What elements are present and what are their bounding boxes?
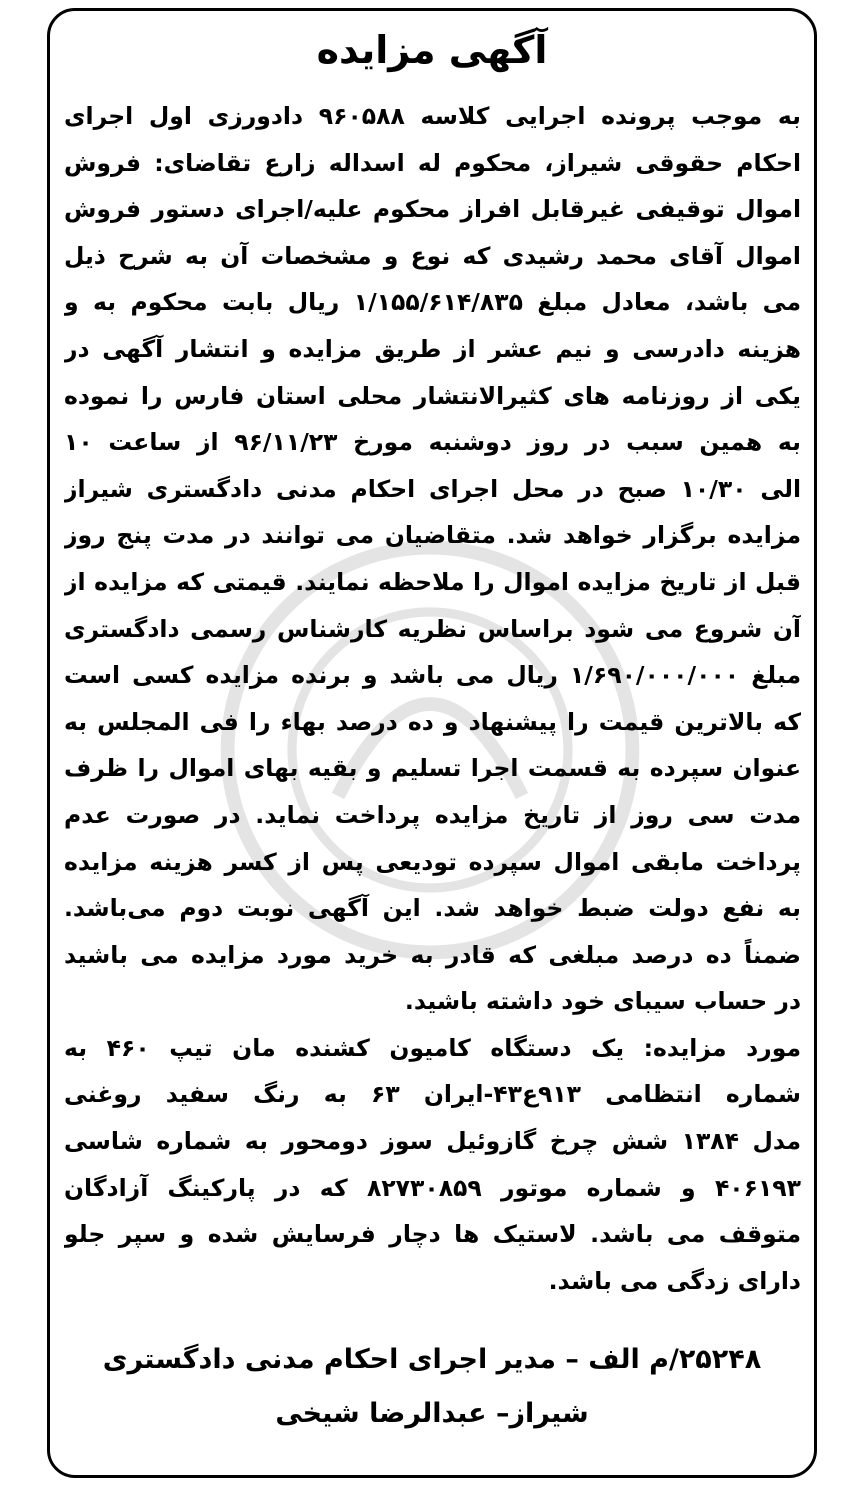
notice-line: می باشد، معادل مبلغ ۱/۱۵۵/۶۱۴/۸۳۵ ریال بابت محکوم به و bbox=[64, 288, 801, 317]
notice-line: ضمناً ده درصد مبلغی که قادر به خرید مورد مزایده می باشید bbox=[64, 940, 801, 969]
notice-line: مدل ۱۳۸۴ شش چرخ گازوئیل سوز دومحور به شماره شاسی bbox=[64, 1127, 801, 1156]
notice-line: پرداخت مابقی اموال سپرده تودیعی پس از کسر هزینه مزایده bbox=[64, 847, 801, 876]
notice-body bbox=[64, 93, 801, 1304]
notice-signature-line-2: شیراز– عبدالرضا شیخی bbox=[275, 1398, 589, 1429]
notice-line: ۴۰۶۱۹۳ و شماره موتور ۸۲۷۳۰۸۵۹ که در پارکینگ آزادگان bbox=[64, 1173, 801, 1202]
notice-line: مزایده برگزار خواهد شد. متقاضیان می توانند در مدت پنج روز bbox=[64, 521, 801, 550]
notice-line: هزینه دادرسی و نیم عشر از طریق مزایده و انتشار آگهی در bbox=[64, 334, 801, 363]
notice-line: اموال توقیفی غیرقابل افراز محکوم علیه/اجرای دستور فروش bbox=[64, 195, 801, 224]
notice-line: متوقف می باشد. لاستیک ها دچار فرسایش شده و سپر جلو bbox=[64, 1220, 801, 1249]
notice-line: به همین سبب در روز دوشنبه مورخ ۹۶/۱۱/۲۳ از ساعت ۱۰ bbox=[64, 428, 801, 457]
notice-title: آگهی مزایده bbox=[316, 28, 548, 72]
notice-line: الی ۱۰/۳۰ صبح در محل اجرای احکام مدنی دادگستری شیراز bbox=[64, 474, 801, 503]
notice-line: مورد مزایده: یک دستگاه کامیون کشنده مان تیپ ۴۶۰ به bbox=[64, 1033, 801, 1062]
notice-line: دارای زدگی می باشد. bbox=[548, 1266, 801, 1295]
notice-line: مبلغ ۱/۶۹۰/۰۰۰/۰۰۰ ریال می باشد و برنده مزایده کسی است bbox=[64, 661, 801, 690]
notice-line: که بالاترین قیمت را پیشنهاد و ده درصد بهاء را فی المجلس به bbox=[64, 707, 801, 736]
notice-line: آن شروع می شود براساس نظریه کارشناس رسمی دادگستری bbox=[64, 614, 801, 643]
notice-line: در حساب سیبای خود داشته باشید. bbox=[404, 987, 801, 1016]
notice-line: به موجب پرونده اجرایی کلاسه ۹۶۰۵۸۸ دادورزی اول اجرای bbox=[64, 102, 801, 130]
notice-line: احکام حقوقی شیراز، محکوم له اسداله زارع تقاضای: فروش bbox=[64, 148, 801, 177]
notice-line: اموال آقای محمد رشیدی که نوع و مشخصات آن به شرح ذیل bbox=[64, 241, 801, 270]
notice-line: یکی از روزنامه های کثیرالانتشار محلی استان فارس را نموده bbox=[64, 381, 801, 410]
notice-signature-line-1: ۲۵۲۴۸/م الف – مدیر اجرای احکام مدنی دادگستری bbox=[102, 1344, 762, 1375]
notice-line: شماره انتظامی ۹۱۳ع۴۳-ایران ۶۳ به رنگ سفید روغنی bbox=[64, 1080, 801, 1109]
notice-line: قبل از تاریخ مزایده اموال را ملاحظه نمایند. قیمتی که مزایده از bbox=[64, 567, 801, 596]
notice-line: عنوان سپرده به قسمت اجرا تسلیم و بقیه بهای اموال را ظرف bbox=[64, 754, 801, 783]
notice-line: مدت سی روز از تاریخ مزایده پرداخت نماید. در صورت عدم bbox=[64, 800, 801, 829]
notice-line: به نفع دولت ضبط خواهد شد. این آگهی نوبت دوم می‌باشد. bbox=[64, 894, 801, 923]
